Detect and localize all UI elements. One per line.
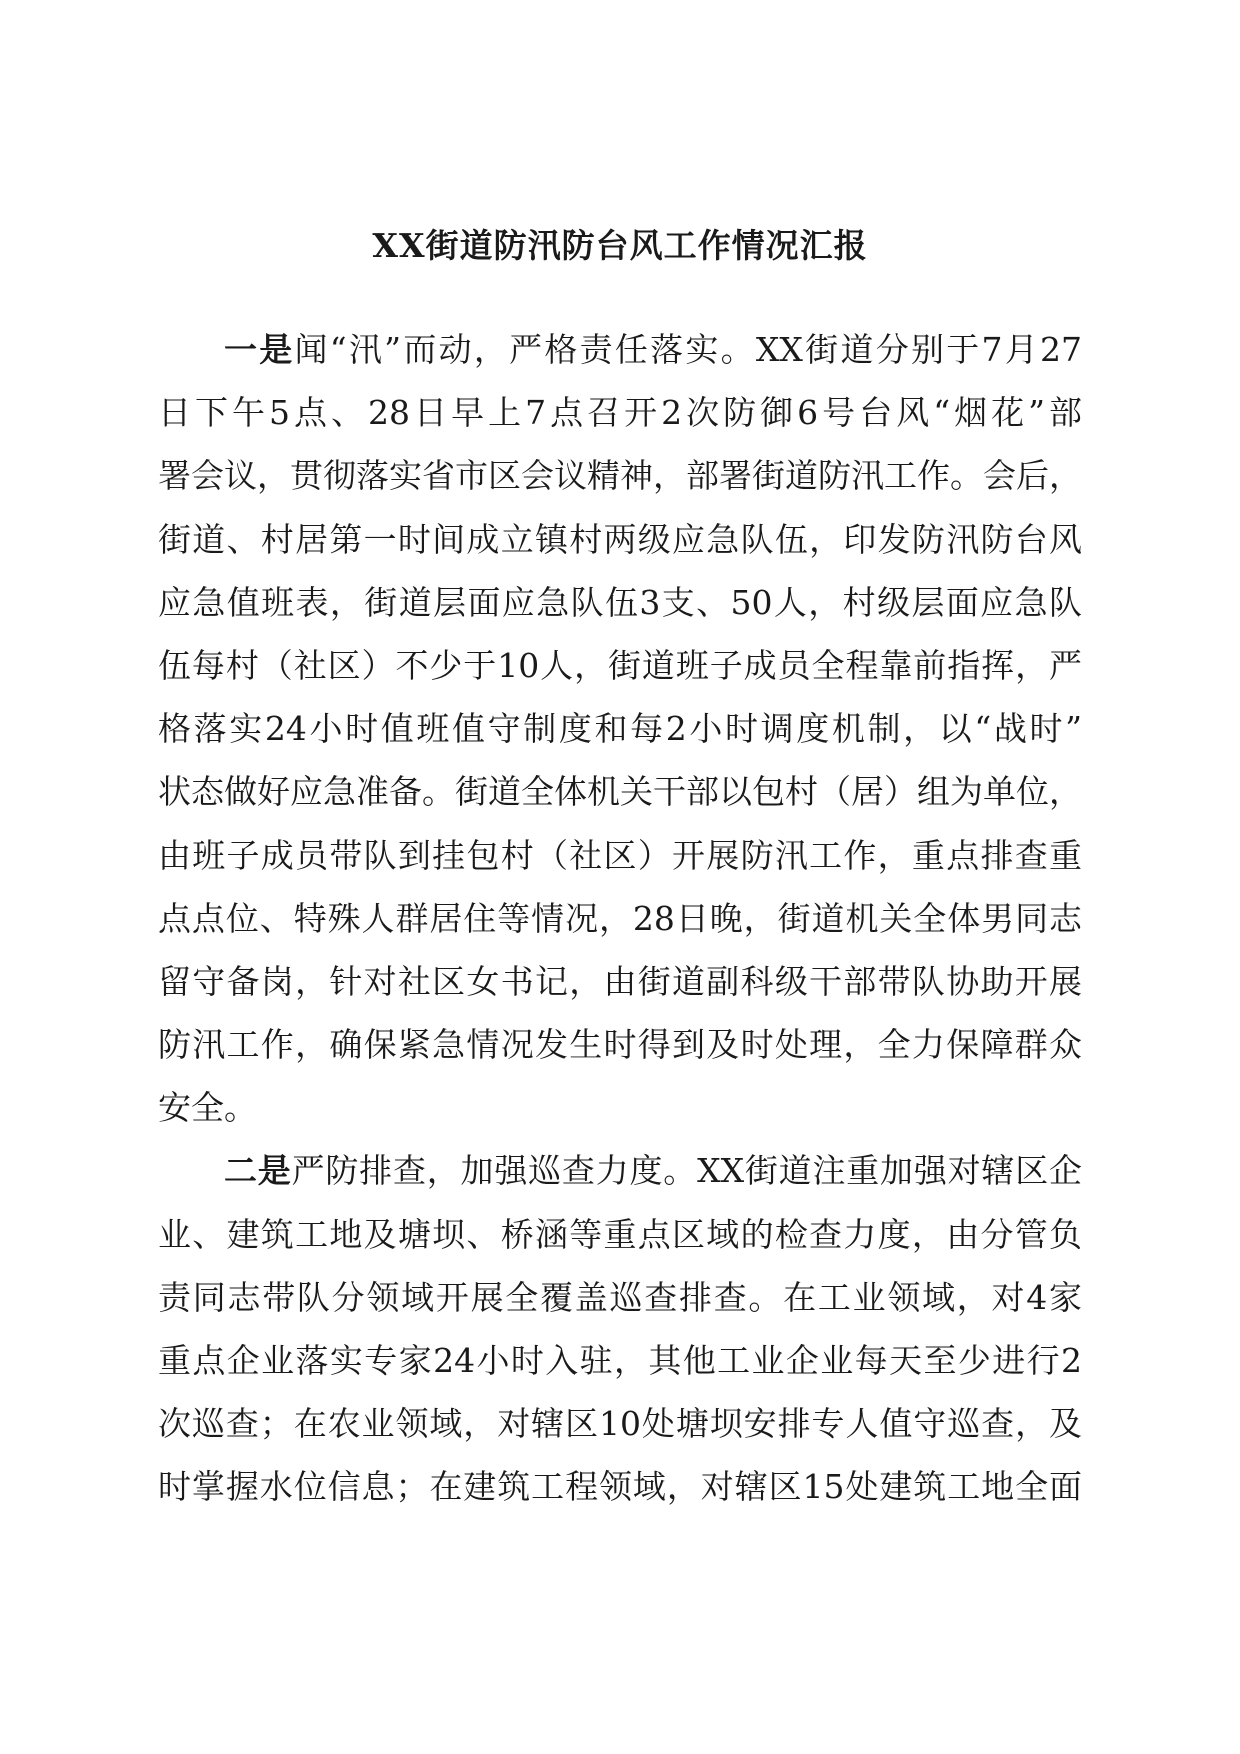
paragraph-1-line-6: 伍每村（社区）不少于10人，街道班子成员全程靠前指挥，严 xyxy=(158,645,1082,685)
document-body xyxy=(158,318,1082,1519)
paragraph-1-line-9: 由班子成员带队到挂包村（社区）开展防汛工作，重点排查重 xyxy=(158,835,1082,875)
paragraph-2-line-3: 责同志带队分领域开展全覆盖巡查排查。在工业领域，对4家 xyxy=(158,1277,1082,1317)
paragraph-1-line-3: 署会议，贯彻落实省市区会议精神，部署街道防汛工作。会后， xyxy=(158,456,1082,496)
paragraph-1-line-10: 点点位、特殊人群居住等情况，28日晚，街道机关全体男同志 xyxy=(158,898,1082,938)
paragraph-1-line-1 xyxy=(158,318,1082,381)
paragraph-1-lead: 一是 xyxy=(224,330,295,369)
paragraph-2-line-6: 时掌握水位信息；在建筑工程领域，对辖区15处建筑工地全面 xyxy=(158,1467,1082,1507)
paragraph-2-line-4: 重点企业落实专家24小时入驻，其他工业企业每天至少进行2 xyxy=(158,1341,1082,1380)
paragraph-1-line-5: 应急值班表，街道层面应急队伍3支、50人，村级层面应急队 xyxy=(158,582,1082,622)
paragraph-1-line-11: 留守备岗，针对社区女书记，由街道副科级干部带队协助开展 xyxy=(158,961,1082,1001)
paragraph-1-line-12: 防汛工作，确保紧急情况发生时得到及时处理，全力保障群众 xyxy=(158,1025,1082,1065)
paragraph-1-line-1-text: 闻“汛”而动，严格责任落实。XX街道分别于7月27 xyxy=(294,330,1083,369)
paragraph-1-line-13: 安全。 xyxy=(158,1088,257,1128)
document-title: XX街道防汛防台风工作情况汇报 xyxy=(372,226,868,265)
paragraph-1-line-7: 格落实24小时值班值守制度和每2小时调度机制，以“战时” xyxy=(158,709,1082,749)
paragraph-2-lead: 二是 xyxy=(224,1151,292,1191)
paragraph-2-line-5: 次巡查；在农业领域，对辖区10处塘坝安排专人值守巡查，及 xyxy=(158,1404,1082,1444)
paragraph-1-line-2: 日下午5点、28日早上7点召开2次防御6号台风“烟花”部 xyxy=(158,393,1082,433)
paragraph-2-line-2: 业、建筑工地及塘坝、桥涵等重点区域的检查力度，由分管负 xyxy=(158,1214,1082,1254)
paragraph-2-line-1 xyxy=(158,1139,1082,1202)
paragraph-1-line-8: 状态做好应急准备。街道全体机关干部以包村（居）组为单位， xyxy=(158,772,1082,812)
paragraph-1-line-4: 街道、村居第一时间成立镇村两级应急队伍，印发防汛防台风 xyxy=(158,519,1082,559)
paragraph-2-line-1-text: 严防排查，加强巡查力度。XX街道注重加强对辖区企 xyxy=(291,1151,1082,1191)
